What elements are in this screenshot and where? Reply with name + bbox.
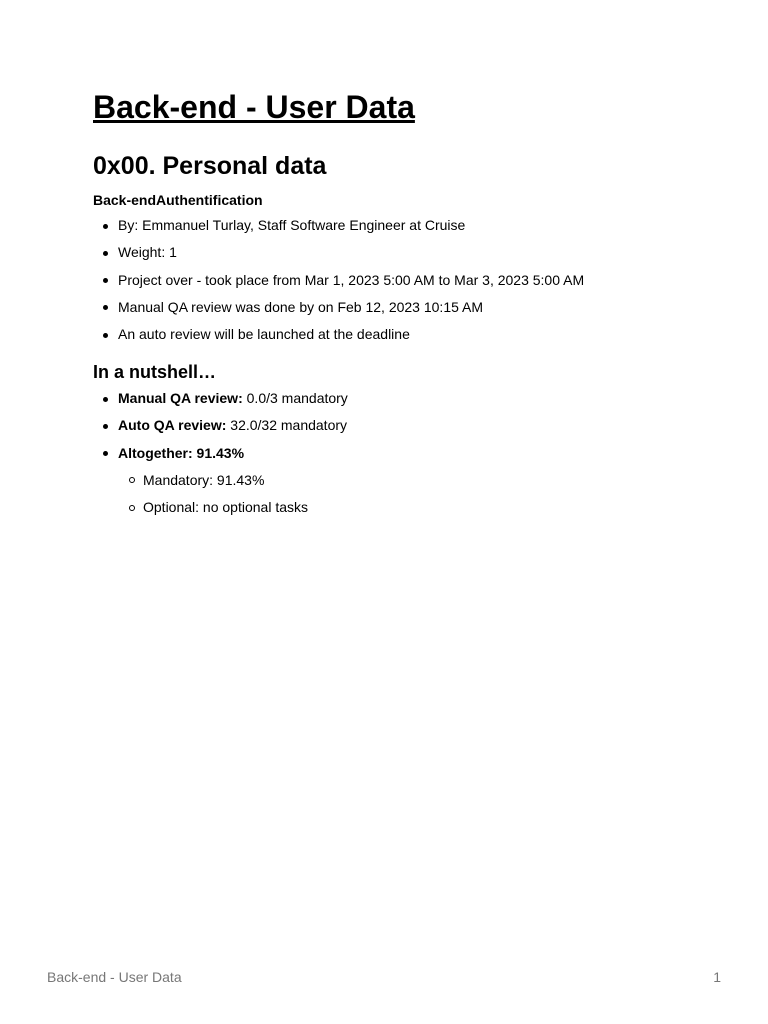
- project-subtitle: Back-endAuthentification: [93, 192, 263, 208]
- mandatory-score: Mandatory: 91.43%: [143, 471, 713, 490]
- auto-qa-label: Auto QA review:: [118, 417, 227, 434]
- meta-manual-review: Manual QA review was done by on Feb 12, 2023 10:15 AM: [118, 298, 713, 317]
- footer-document-title: Back-end - User Data: [47, 969, 182, 985]
- meta-dates: Project over - took place from Mar 1, 2023 5:00 AM to Mar 3, 2023 5:00 AM: [118, 271, 713, 290]
- altogether-value: 91.43%: [192, 444, 245, 461]
- project-meta-list: [93, 216, 713, 344]
- footer-page-number: 1: [713, 969, 721, 985]
- altogether-label: Altogether:: [118, 444, 193, 461]
- altogether-score: [118, 444, 713, 517]
- score-summary-list: [93, 389, 713, 517]
- section-title: 0x00. Personal data: [93, 152, 327, 180]
- auto-qa-value: 32.0/32 mandatory: [226, 417, 348, 434]
- document-title: Back-end - User Data: [93, 89, 415, 125]
- score-breakdown-list: [118, 471, 713, 517]
- manual-qa-value: 0.0/3 mandatory: [242, 390, 348, 407]
- meta-weight: Weight: 1: [118, 243, 713, 262]
- meta-auto-review: An auto review will be launched at the deadline: [118, 325, 713, 344]
- manual-qa-label: Manual QA review:: [118, 390, 243, 407]
- optional-score: Optional: no optional tasks: [143, 498, 713, 517]
- auto-qa-score: [118, 416, 713, 435]
- nutshell-heading: In a nutshell…: [93, 362, 217, 383]
- meta-author: By: Emmanuel Turlay, Staff Software Engineer at Cruise: [118, 216, 713, 235]
- manual-qa-score: [118, 389, 713, 408]
- document-body: [93, 86, 713, 525]
